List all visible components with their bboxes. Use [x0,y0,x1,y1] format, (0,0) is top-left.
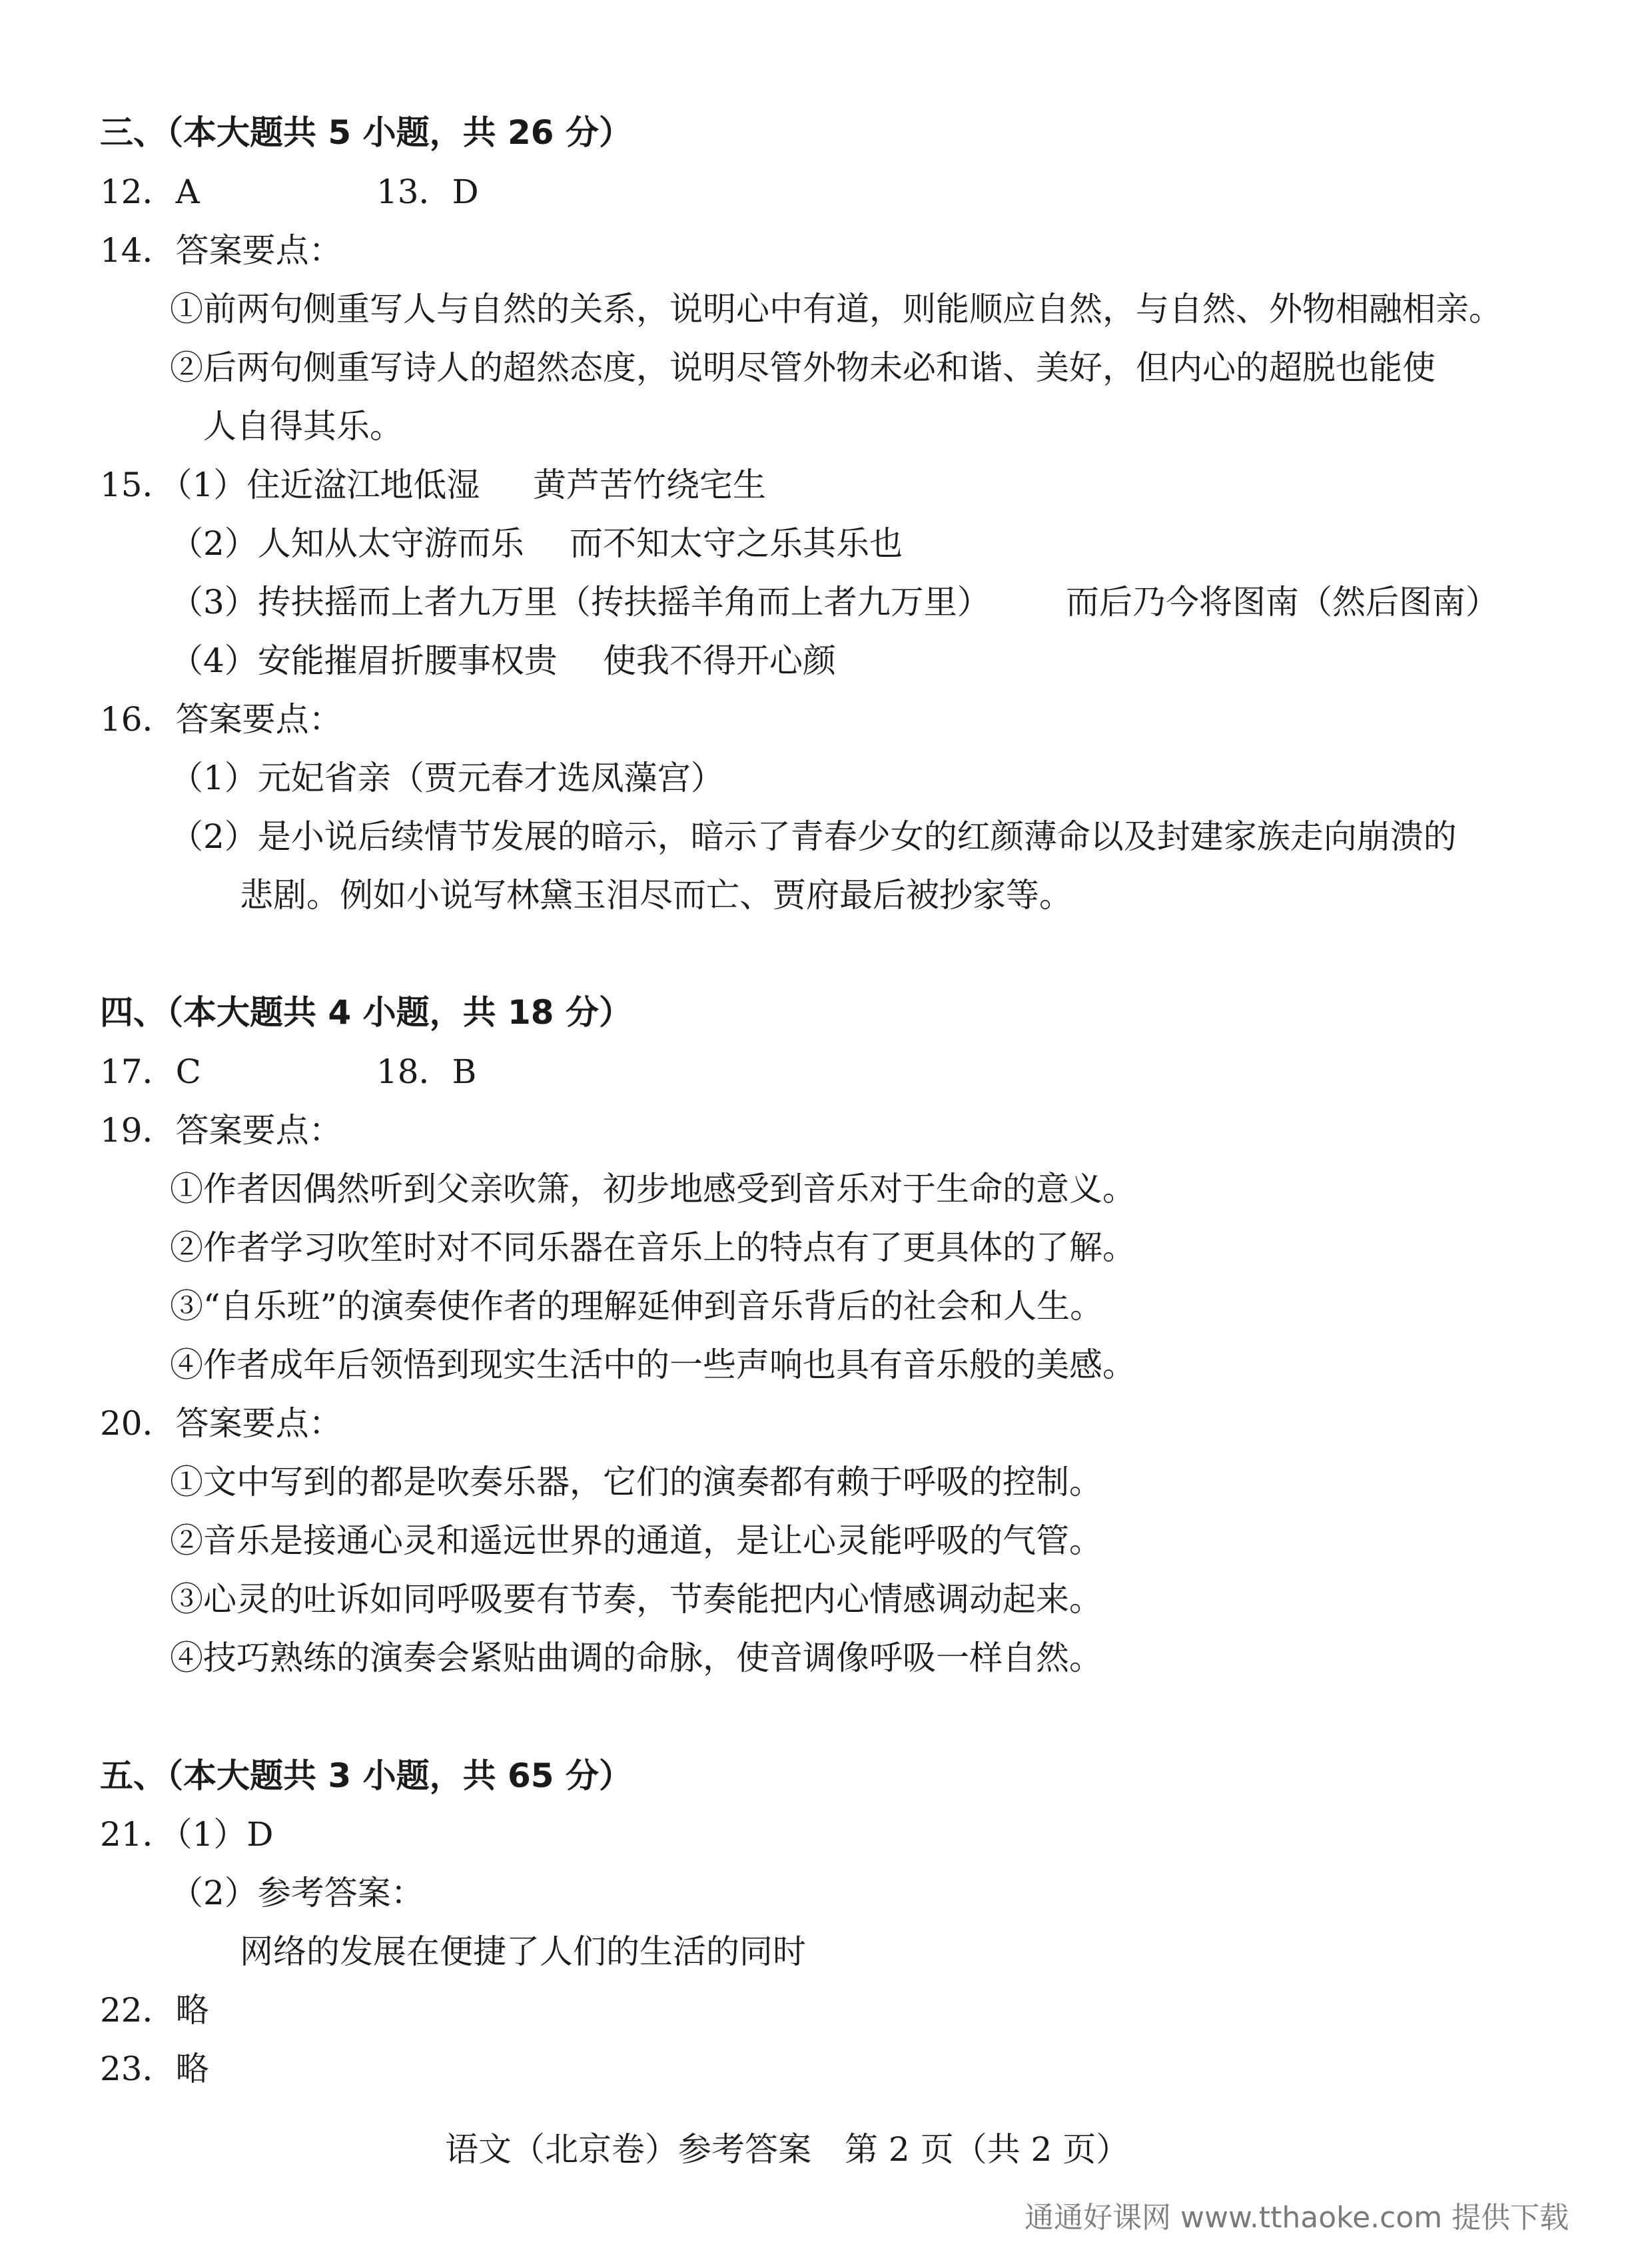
watermark-text: 通通好课网 www.tthaoke.com 提供下载 [1025,2201,1569,2235]
question-19-point-3: ③“自乐班”的演奏使作者的理解延伸到音乐背后的社会和人生。 [170,1287,1104,1325]
question-14-point-1: ①前两句侧重写人与自然的关系，说明心中有道，则能顺应自然，与自然、外物相融相亲。 [170,290,1502,328]
question-16-answer-1: （1）元妃省亲（贾元春才选凤藻宫） [170,759,724,797]
question-19-point-1: ①作者因偶然听到父亲吹箫，初步地感受到音乐对于生命的意义。 [170,1170,1136,1208]
answer-13: 13．D [376,173,479,211]
question-15-answer-4b: 使我不得开心颜 [603,641,836,680]
question-20-point-2: ②音乐是接通心灵和遥远世界的通道，是让心灵能呼吸的气管。 [170,1521,1102,1560]
section-4-heading: 四、（本大题共 4 小题，共 18 分） [100,993,632,1032]
answer-18: 18．B [376,1052,477,1091]
question-20-point-4: ④技巧熟练的演奏会紧贴曲调的命脉，使音调像呼吸一样自然。 [170,1639,1102,1677]
question-15-answer-1: 15．（1）住近湓江地低湿 [100,466,480,504]
answer-12: 12．A [100,173,200,211]
section-3-heading: 三、（本大题共 5 小题，共 26 分） [100,113,632,152]
page-footer: 语文（北京卷）参考答案 第 2 页（共 2 页） [445,2130,1130,2169]
answer-22: 22．略 [100,1991,209,2030]
answer-17: 17．C [100,1052,201,1091]
section-5-heading: 五、（本大题共 3 小题，共 65 分） [100,1756,632,1795]
question-15-answer-1b: 黄芦苦竹绕宅生 [533,466,766,504]
question-15-answer-2b: 而不知太守之乐其乐也 [570,524,903,563]
question-14-label: 14．答案要点： [100,231,342,270]
question-16-answer-2: （2）是小说后续情节发展的暗示，暗示了青春少女的红颜薄命以及封建家族走向崩溃的 [170,817,1457,856]
question-15-answer-3: （3）抟扶摇而上者九万里（抟扶摇羊角而上者九万里） [170,583,991,621]
question-20-label: 20．答案要点： [100,1404,342,1443]
question-21-answer-1: 21．（1）D [100,1815,274,1854]
question-14-point-2: ②后两句侧重写诗人的超然态度，说明尽管外物未必和谐、美好，但内心的超脱也能使 [170,348,1436,387]
question-20-point-1: ①文中写到的都是吹奏乐器，它们的演奏都有赖于呼吸的控制。 [170,1463,1102,1501]
question-19-point-2: ②作者学习吹笙时对不同乐器在音乐上的特点有了更具体的了解。 [170,1228,1136,1267]
answer-23: 23．略 [100,2050,209,2088]
question-16-answer-2-cont: 悲剧。例如小说写林黛玉泪尽而亡、贾府最后被抄家等。 [240,876,1072,915]
question-19-point-4: ④作者成年后领悟到现实生活中的一些声响也具有音乐般的美感。 [170,1345,1136,1384]
question-14-point-2-cont: 人自得其乐。 [203,407,403,446]
question-15-answer-3b: 而后乃今将图南（然后图南） [1066,583,1499,621]
question-16-label: 16．答案要点： [100,700,342,739]
question-15-answer-2: （2）人知从太守游而乐 [170,524,524,563]
question-15-answer-4: （4）安能摧眉折腰事权贵 [170,641,558,680]
question-20-point-3: ③心灵的吐诉如同呼吸要有节奏，节奏能把内心情感调动起来。 [170,1580,1102,1619]
question-21-answer-2: （2）参考答案： [170,1874,424,1912]
question-19-label: 19．答案要点： [100,1111,342,1150]
question-21-reference-text: 网络的发展在便捷了人们的生活的同时 [240,1932,806,1971]
